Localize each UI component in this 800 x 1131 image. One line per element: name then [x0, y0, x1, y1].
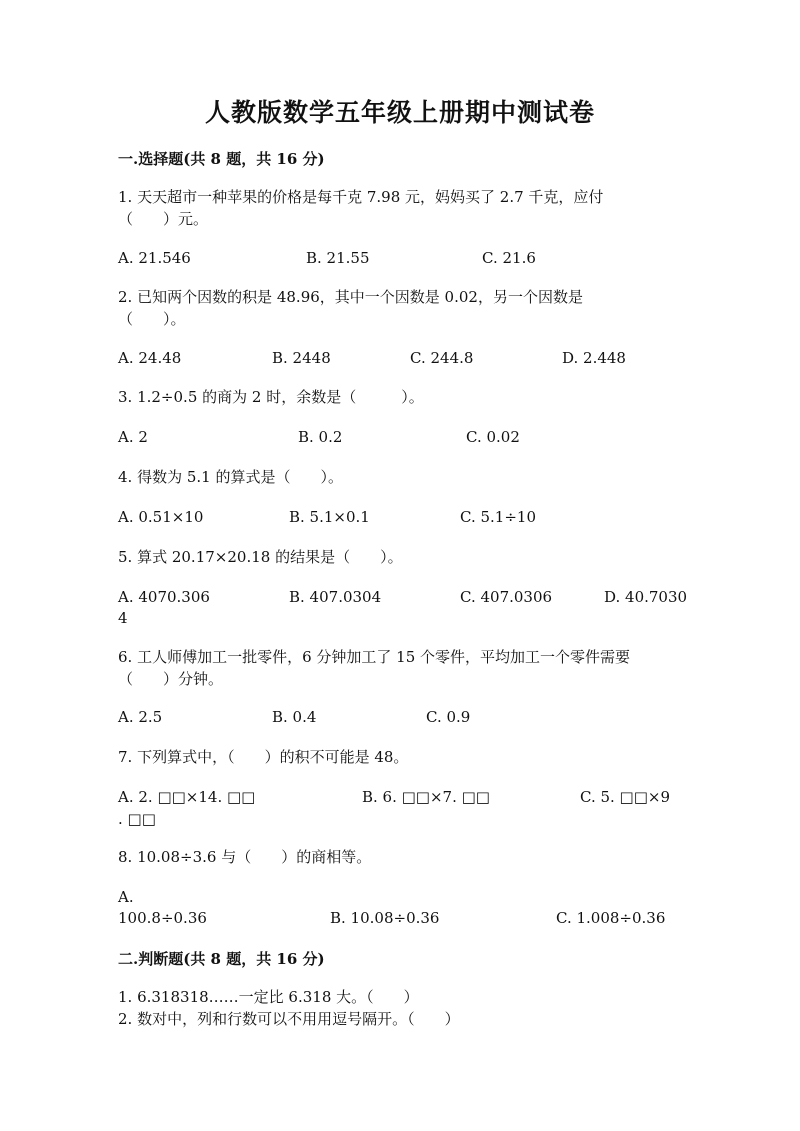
question-6-option-b: B. 0.4: [272, 708, 317, 726]
question-7-option-c: C. 5. □□×9: [580, 788, 671, 806]
question-4-line-1: 4. 得数为 5.1 的算式是（ ）。: [118, 468, 343, 486]
question-6-option-c: C. 0.9: [426, 708, 471, 726]
judgment-item-1: 1. 6.318318……一定比 6.318 大。（ ）: [118, 988, 419, 1006]
question-4-option-b: B. 5.1×0.1: [289, 508, 370, 526]
question-5-option-a: A. 4070.306: [118, 588, 210, 606]
question-4-option-a: A. 0.51×10: [118, 508, 204, 526]
question-5-option-d: D. 40.7030: [604, 588, 688, 606]
question-2-option-c: C. 244.8: [410, 349, 474, 367]
question-2-option-d: D. 2.448: [562, 349, 626, 367]
question-4-option-c: C. 5.1÷10: [460, 508, 536, 526]
question-5-option-b: B. 407.0304: [289, 588, 382, 606]
question-7-line-1: 7. 下列算式中，（ ）的积不可能是 48。: [118, 748, 409, 766]
question-5-option-d-wrap: 4: [118, 609, 128, 627]
question-8-option-a-wrap: 100.8÷0.36: [118, 909, 207, 927]
question-3-option-a: A. 2: [118, 428, 148, 446]
question-2-line-2: （ ）。: [118, 310, 186, 328]
question-7-option-c-wrap: . □□: [118, 810, 156, 828]
question-1-option-c: C. 21.6: [482, 249, 536, 267]
question-2-line-1: 2. 已知两个因数的积是 48.96，其中一个因数是 0.02，另一个因数是: [118, 288, 583, 306]
question-7-option-b: B. 6. □□×7. □□: [362, 788, 490, 806]
question-2-option-b: B. 2448: [272, 349, 331, 367]
section-heading-choice: 一.选择题(共 8 题，共 16 分): [118, 150, 325, 168]
judgment-item-2: 2. 数对中，列和行数可以不用用逗号隔开。（ ）: [118, 1010, 460, 1028]
question-8-option-a: A.: [118, 888, 134, 906]
question-3-option-b: B. 0.2: [298, 428, 343, 446]
question-2-option-a: A. 24.48: [118, 349, 182, 367]
question-8-line-1: 8. 10.08÷3.6 与（ ）的商相等。: [118, 848, 372, 866]
question-5-option-c: C. 407.0306: [460, 588, 553, 606]
question-1-option-a: A. 21.546: [118, 249, 191, 267]
question-3-line-1: 3. 1.2÷0.5 的商为 2 时，余数是（ ）。: [118, 388, 424, 406]
question-1-option-b: B. 21.55: [306, 249, 370, 267]
question-1-line-2: （ ）元。: [118, 210, 209, 228]
question-5-line-1: 5. 算式 20.17×20.18 的结果是（ ）。: [118, 548, 403, 566]
question-1-line-1: 1. 天天超市一种苹果的价格是每千克 7.98 元，妈妈买了 2.7 千克，应付: [118, 188, 604, 206]
section-heading-judgment: 二.判断题(共 8 题，共 16 分): [118, 950, 325, 968]
question-6-option-a: A. 2.5: [118, 708, 163, 726]
question-6-line-2: （ ）分钟。: [118, 670, 224, 688]
question-8-option-c: C. 1.008÷0.36: [556, 909, 666, 927]
exam-title: 人教版数学五年级上册期中测试卷: [204, 98, 595, 127]
question-6-line-1: 6. 工人师傅加工一批零件，6 分钟加工了 15 个零件，平均加工一个零件需要: [118, 648, 631, 666]
question-8-option-b: B. 10.08÷0.36: [330, 909, 440, 927]
question-7-option-a: A. 2. □□×14. □□: [118, 788, 256, 806]
question-3-option-c: C. 0.02: [466, 428, 520, 446]
